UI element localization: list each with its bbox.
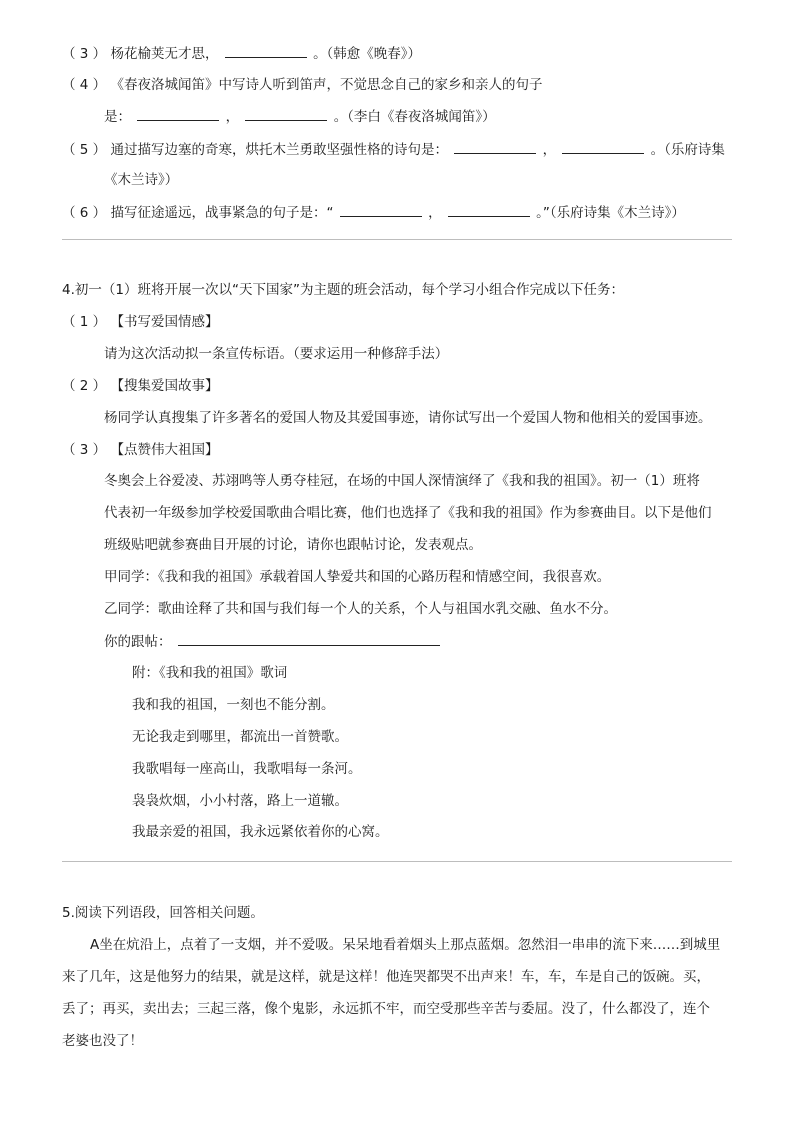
reply-label: 你的跟帖： bbox=[104, 634, 172, 650]
item-number: （ 3 ） bbox=[62, 46, 107, 62]
sub-heading: 【搜集爱国故事】 bbox=[110, 378, 219, 394]
separator: ， bbox=[225, 109, 240, 125]
q4-sub-3-para-1: 冬奥会上谷爱凌、苏翊鸣等人勇夺桂冠，在场的中国人深情演绎了《我和我的祖国》。初一（1）班将 bbox=[104, 473, 700, 489]
item-source: 。（韩愈《晚春》） bbox=[313, 46, 422, 62]
item-number: （ 4 ） bbox=[62, 77, 107, 93]
answer-blank[interactable] bbox=[562, 139, 644, 154]
item-text: 杨花榆荚无才思， bbox=[110, 46, 219, 62]
item-source: 。”（乐府诗集《木兰诗》） bbox=[536, 205, 685, 221]
sub-heading: 【点赞伟大祖国】 bbox=[110, 442, 219, 458]
student-yi-comment: 乙同学：歌曲诠释了共和国与我们每一个人的关系，个人与祖国水乳交融、鱼水不分。 bbox=[104, 601, 617, 617]
lyrics-line: 无论我走到哪里，都流出一首赞歌。 bbox=[132, 729, 348, 745]
lyrics-line: 我和我的祖国，一刻也不能分割。 bbox=[132, 697, 335, 713]
passage-line: 丢了；再买，卖出去；三起三落，像个鬼影，永远抓不牢，而空受那些辛苦与委屈。没了，什么都没了，连个 bbox=[62, 1001, 710, 1017]
reply-blank[interactable] bbox=[178, 631, 440, 646]
answer-blank[interactable] bbox=[454, 139, 536, 154]
item-source: 。（乐府诗集 bbox=[650, 142, 725, 158]
item-source: 《木兰诗》） bbox=[104, 172, 179, 188]
q4-title: 4.初一（1）班将开展一次以“天下国家”为主题的班会活动，每个学习小组合作完成以下任务： bbox=[62, 282, 624, 298]
divider bbox=[62, 239, 732, 240]
answer-blank[interactable] bbox=[340, 202, 422, 217]
q3-item-6 bbox=[62, 202, 685, 223]
q4-sub-2 bbox=[62, 376, 218, 396]
item-source: 。（李白《春夜洛城闻笛》） bbox=[333, 109, 496, 125]
q3-item-4 bbox=[62, 75, 542, 95]
q4-sub-3 bbox=[62, 440, 218, 460]
your-reply bbox=[104, 631, 442, 652]
lyrics-line: 袅袅炊烟，小小村落，路上一道辙。 bbox=[132, 793, 348, 809]
passage-line: 来了几年，这是他努力的结果，就是这样，就是这样！他连哭都哭不出声来！车，车，车是自己的饭碗。买， bbox=[62, 969, 710, 985]
item-text: 通过描写边塞的奇寒，烘托木兰勇敢坚强性格的诗句是： bbox=[110, 142, 448, 158]
answer-blank[interactable] bbox=[448, 202, 530, 217]
q3-item-4-cont bbox=[104, 106, 496, 127]
lyrics-line: 我最亲爱的祖国，我永远紧依着你的心窝。 bbox=[132, 824, 389, 840]
passage-line: 老婆也没了！ bbox=[62, 1033, 143, 1049]
q3-item-5-cont bbox=[104, 170, 178, 190]
student-jia-comment: 甲同学：《我和我的祖国》承载着国人挚爱共和国的心路历程和情感空间，我很喜欢。 bbox=[104, 569, 611, 585]
q4-sub-3-para-2: 代表初一年级参加学校爱国歌曲合唱比赛，他们也选择了《我和我的祖国》作为参赛曲目。以下是他们 bbox=[104, 505, 712, 521]
q4-sub-3-para-3: 班级贴吧就参赛曲目开展的讨论，请你也跟帖讨论，发表观点。 bbox=[104, 537, 482, 553]
passage-line: A坐在炕沿上，点着了一支烟，并不爱吸。呆呆地看着烟头上那点蓝烟。忽然泪一串串的流下来……到城里 bbox=[90, 937, 721, 953]
item-number: （ 1 ） bbox=[62, 314, 107, 330]
item-number: （ 6 ） bbox=[62, 205, 107, 221]
answer-blank[interactable] bbox=[137, 106, 219, 121]
q4-sub-1-text: 请为这次活动拟一条宣传标语。（要求运用一种修辞手法） bbox=[104, 346, 449, 362]
item-text: 描写征途遥远，战事紧急的句子是：“ bbox=[110, 205, 334, 221]
answer-blank[interactable] bbox=[245, 106, 327, 121]
lyrics-title: 附：《我和我的祖国》歌词 bbox=[132, 665, 288, 681]
item-number: （ 3 ） bbox=[62, 442, 107, 458]
separator: ， bbox=[542, 142, 557, 158]
q3-item-5 bbox=[62, 139, 725, 160]
separator: ， bbox=[428, 205, 442, 221]
q4-sub-2-text: 杨同学认真搜集了许多著名的爱国人物及其爱国事迹，请你试写出一个爱国人物和他相关的爱国事迹。 bbox=[104, 410, 712, 426]
answer-blank[interactable] bbox=[225, 43, 307, 58]
item-text: 《春夜洛城闻笛》中写诗人听到笛声，不觉思念自己的家乡和亲人的句子 bbox=[110, 77, 543, 93]
q3-item-3 bbox=[62, 43, 421, 64]
lyrics-line: 我歌唱每一座高山，我歌唱每一条河。 bbox=[132, 761, 362, 777]
sub-heading: 【书写爱国情感】 bbox=[110, 314, 219, 330]
item-number: （ 5 ） bbox=[62, 142, 107, 158]
item-number: （ 2 ） bbox=[62, 378, 107, 394]
divider bbox=[62, 861, 732, 862]
q4-sub-1 bbox=[62, 312, 218, 332]
item-text: 是： bbox=[104, 109, 131, 125]
q5-title: 5.阅读下列语段，回答相关问题。 bbox=[62, 905, 264, 921]
